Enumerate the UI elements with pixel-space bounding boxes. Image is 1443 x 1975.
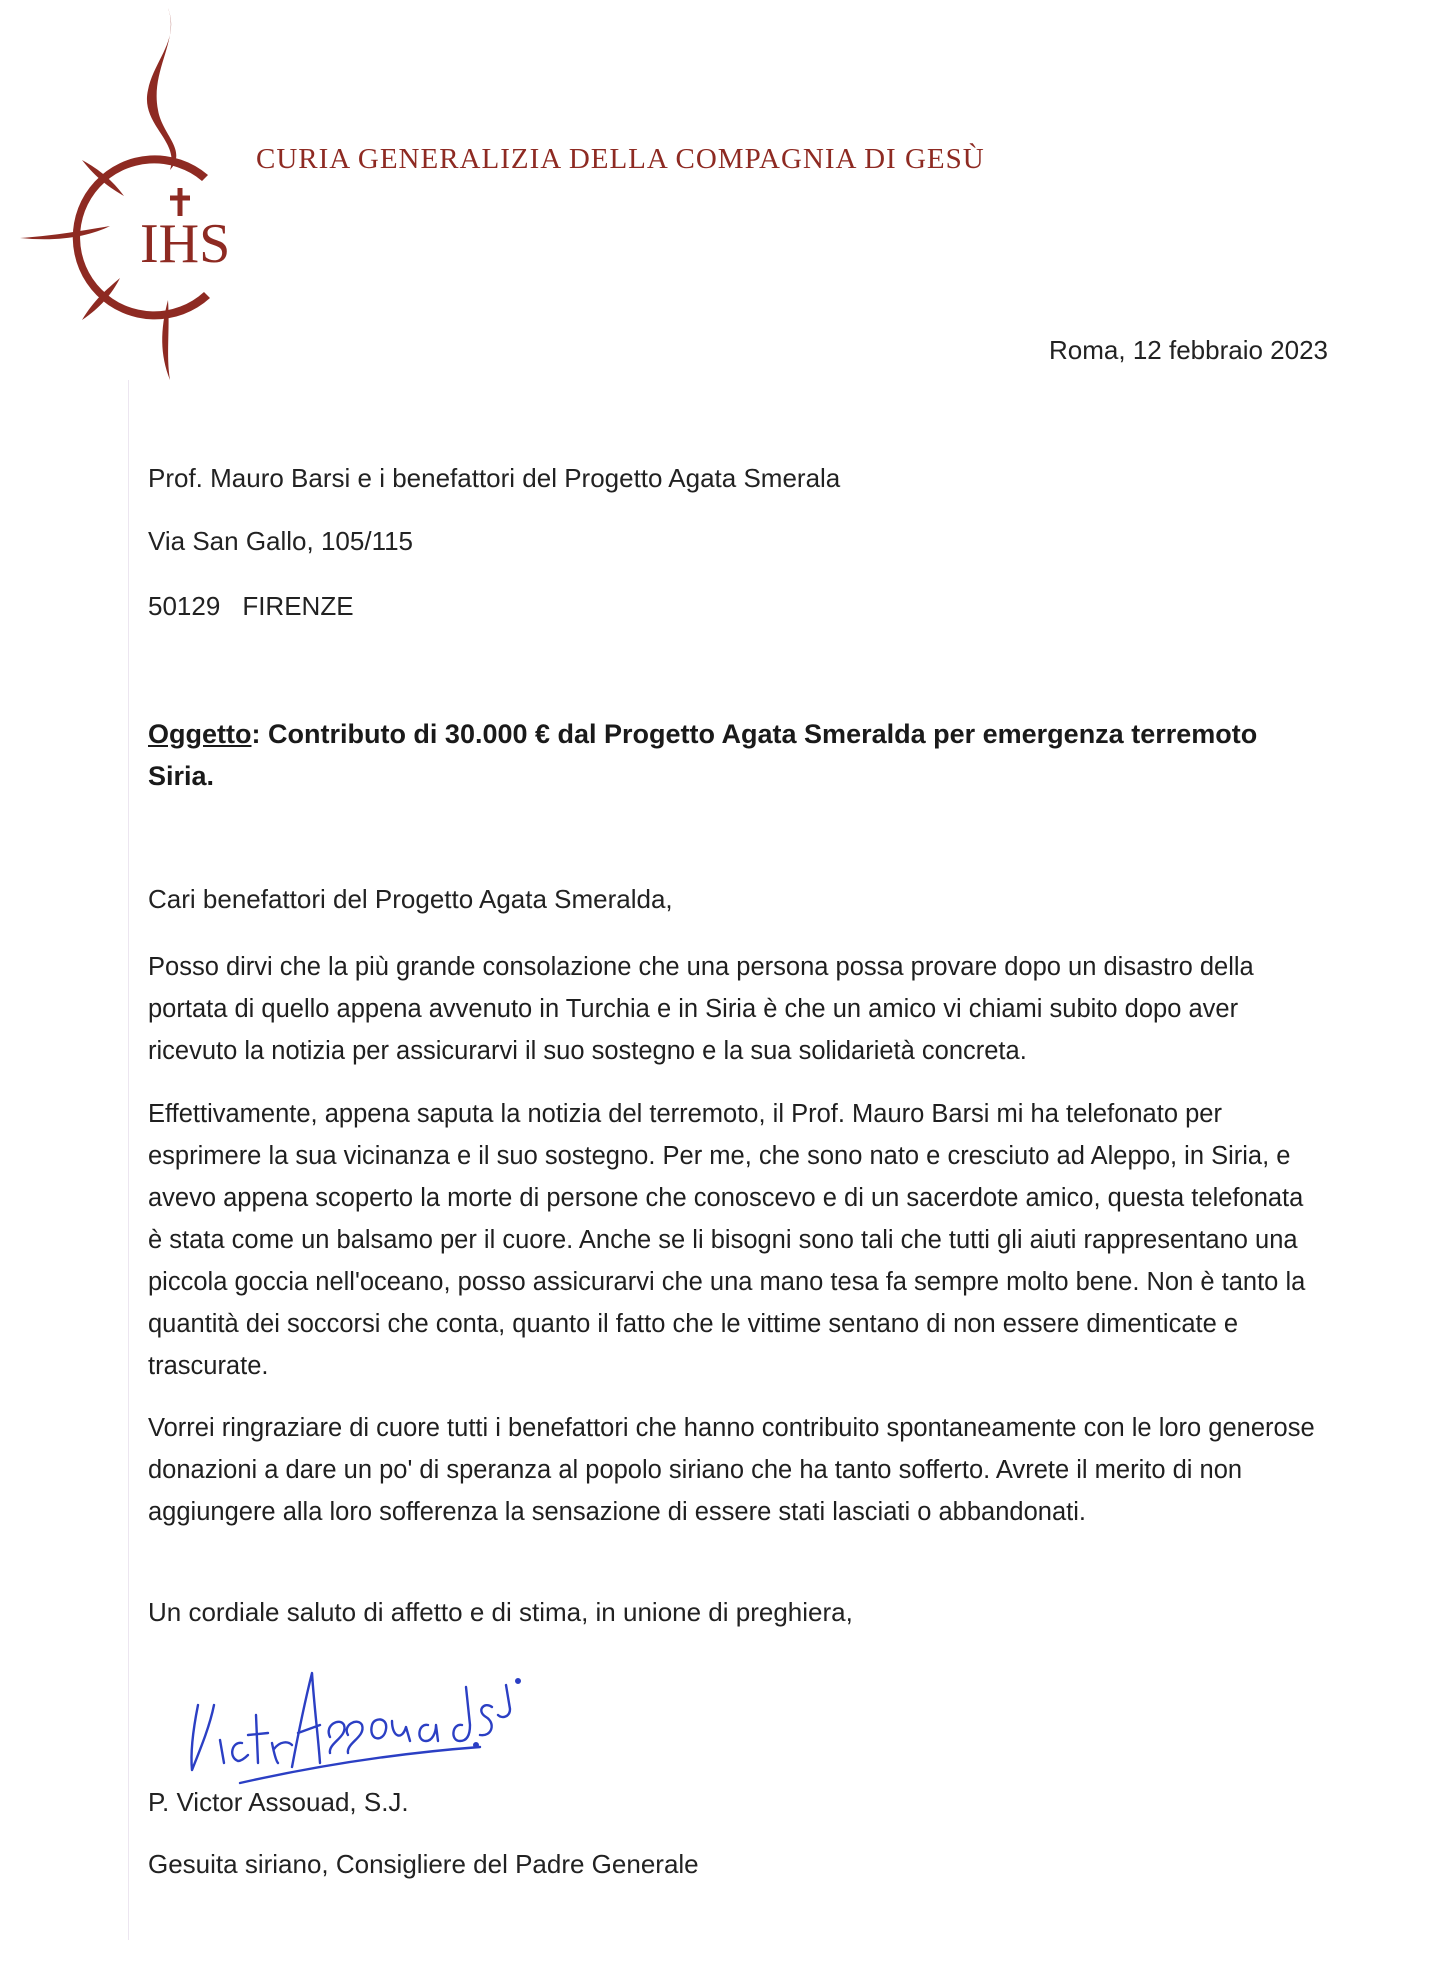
jesuit-ihs-logo-icon: [20, 0, 235, 390]
recipient-city: FIRENZE: [242, 591, 354, 621]
institution-name: CURIA GENERALIZIA DELLA COMPAGNIA DI GESÙ: [256, 143, 985, 175]
signer-role: Gesuita siriano, Consigliere del Padre Generale: [148, 1849, 699, 1879]
salutation: Cari benefattori del Progetto Agata Smeralda,: [148, 884, 673, 914]
subject-label: Oggetto: [148, 719, 252, 749]
margin-rule: [128, 380, 129, 1940]
letter-date: Roma, 12 febbraio 2023: [1049, 335, 1328, 365]
recipient-city-line: [148, 591, 354, 622]
closing-line: Un cordiale saluto di affetto e di stima, in unione di preghiera,: [148, 1597, 853, 1627]
recipient-street: Via San Gallo, 105/115: [148, 526, 414, 556]
body-paragraph: Effettivamente, appena saputa la notizia del terremoto, il Prof. Mauro Barsi mi ha telefonato per esprimere la sua vicinanza e il suo sostegno. Per me, che sono nato e cresciuto ad Aleppo, in Siria, e avevo appena scoperto la morte di persone che conoscevo e di un sacerdote amico, questa telefonata è stata come un balsamo per il cuore. Anche se li bisogni sono tali che tutti gli aiuti rappresentano una piccola goccia nell'oceano, posso assicurarvi che una mano tesa fa sempre molto bene. Non è tanto la quantità dei soccorsi che conta, quanto il fatto che le vittime sentano di non essere dimenticate e trascurate.: [148, 1100, 1306, 1380]
subject-line: [148, 713, 1298, 797]
ihs-monogram: IHS: [140, 213, 231, 275]
handwritten-signature: [180, 1645, 580, 1795]
signer-name: P. Victor Assouad, S.J.: [148, 1787, 409, 1817]
body-paragraph: Posso dirvi che la più grande consolazione che una persona possa provare dopo un disastro della portata di quello appena avvenuto in Turchia e in Siria è che un amico vi chiami subito dopo aver ricevuto la notizia per assicurarvi il suo sostegno e la sua solidarietà concreta.: [148, 953, 1254, 1065]
recipient-name: Prof. Mauro Barsi e i benefattori del Progetto Agata Smerala: [148, 463, 841, 493]
subject-text: : Contributo di 30.000 € dal Progetto Agata Smeralda per emergenza terremoto Siria.: [148, 719, 1258, 791]
body-paragraph: Vorrei ringraziare di cuore tutti i benefattori che hanno contribuito spontaneamente con le loro generose donazioni a dare un po' di speranza al popolo siriano che ha tanto sofferto. Avrete il merito di non aggiungere alla loro sofferenza la sensazione di essere stati lasciati o abbandonati.: [148, 1414, 1315, 1526]
recipient-postal-code: 50129: [148, 591, 221, 621]
